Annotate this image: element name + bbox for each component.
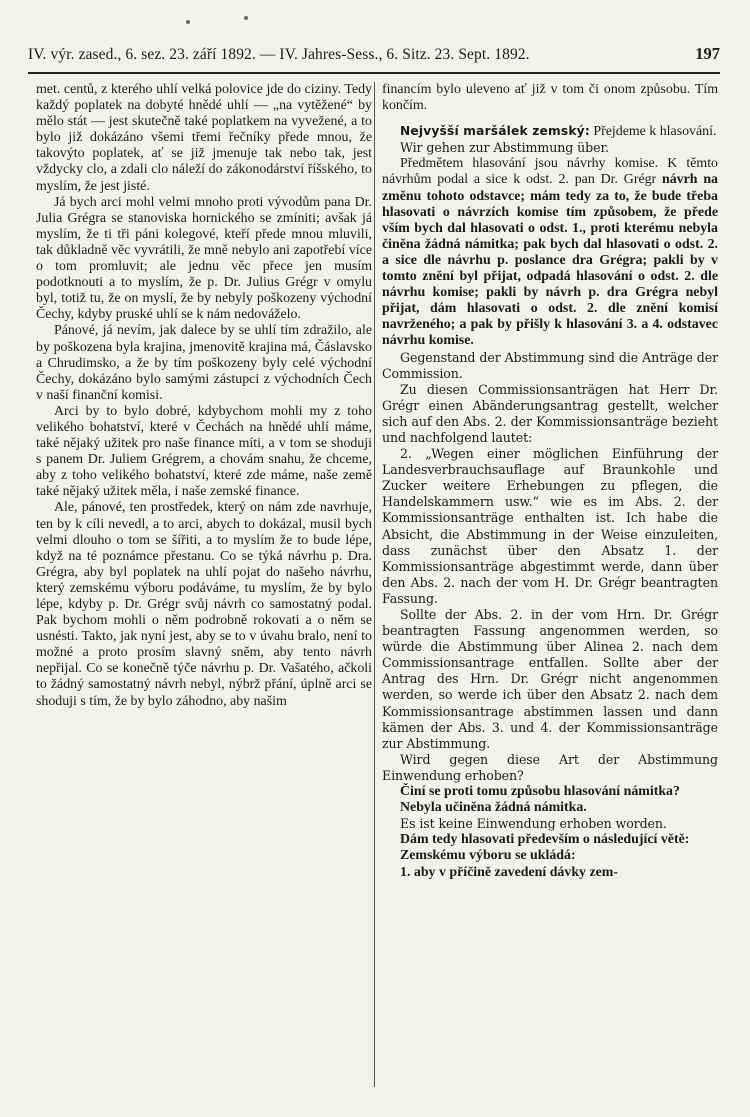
paragraph: financím bylo uleveno ať již v tom či onom způsobu. Tím končím. (382, 82, 718, 114)
paragraph: Arci by to bylo dobré, kdybychom mohli my z toho velikého bohatství, které v Čechách na hnědé uhlí máme, také nějaký užitek pro naše finance míti, a v tom se shoduji s panem Dr. Juliem Grégrem, a chovám snahu, že chceme, aby z toho velikého bohatství, které zde máme, naše země také nějaký užitek měla, i naše zemské finance. (36, 403, 372, 500)
text-run: Předmětem hlasování jsou návrhy komise. K těmto návrhům podal a sice k odst. 2. pan Dr. Grégr (382, 156, 718, 188)
german-paragraph: 2. „Wegen einer möglichen Einführung der Landesverbrauchsauflage auf Braunkohle und Zucker weitere Erhebungen zu pflegen, die Handelskammern usw.“ wie es im Abs. 2. der Kommissionsanträge enthalten ist. Ich habe die Absicht, die Abstimmung in der Weise einzuleiten, dass zunächst über den Absatz 1. der Kommissionsanträge abgestimmt werde, dann über den Abs. 2. nach der vom H. Dr. Grégr beantragten Fassung. (382, 446, 718, 606)
speaker-text: Přejdeme k hlasování. (589, 124, 717, 140)
header-rule (28, 72, 720, 74)
paragraph: Já bych arci mohl velmi mnoho proti vývodům pana Dr. Julia Grégra se stanoviska hornického se zmíniti; avšak já myslím, že ti tři páni kolegové, kteří přede mnou mluvili, tak důkladně věc vyvrátili, že mně nebylo ani zapotřebí více o tom promluvit; ale jednu věc přece jen musím podotknouti a to myslím, že p. Dr. Julius Grégr v omylu byl, totiž tu, že on myslí, že by nebyly poškozeny východní Čechy, kdyby pruské uhlí se k nám nedováželo. (36, 194, 372, 323)
speaker-paragraph (382, 123, 718, 140)
german-paragraph: Zu diesen Commissionsanträgen hat Herr Dr. Grégr einen Abänderungsantrag gestellt, welcher sich auf den Abs. 2. der Kommissionsanträge bezieht und nachfolgend lautet: (382, 381, 718, 445)
ink-speck (186, 20, 190, 24)
running-header (28, 44, 720, 68)
right-column (382, 82, 718, 881)
header-text: IV. výr. zased., 6. sez. 23. září 1892. — IV. Jahres-Sess., 6. Sitz. 23. Sept. 1892. (28, 46, 530, 63)
paragraph: Činí se proti tomu způsobu hlasování námitka? (400, 784, 680, 800)
german-paragraph: Es ist keine Einwendung erhoben worden. (400, 816, 667, 832)
page-number: 197 (695, 44, 720, 63)
german-paragraph: Sollte der Abs. 2. in der vom Hrn. Dr. Grégr beantragten Fassung angenommen werden, so würde die Abstimmung über Alinea 2. nach dem Commissionsantrage entfallen. Sollte aber der Antrag des Hrn. Dr. Grégr nicht angenommen werden, so werde ich über den Absatz 2. nach dem Kommissionsantrage abstimmen lassen und dann kämen der Abs. 3. und 4. der Kommissionsanträge zur Abstimmung. (382, 607, 718, 751)
paragraph: met. centů, z kterého uhlí velká polovice jde do ciziny. Tedy každý poplatek na dobyté hnědé uhlí — „na vytěžené“ by mělo stát — jest skutečně také poplatkem na vyvežené, a to bylo již dokázáno všemi třemi řečníky přede mnou, že takovýto poplatek, ať se již jmenuje tak nebo tak, jest vždycky clo, a zdali clo náleží do zákonodárství říšského, to myslím, že jest jisté. (36, 82, 372, 194)
german-paragraph: Wird gegen diese Art der Abstimmung Einwendung erhoben? (382, 751, 718, 783)
paragraph: Zemskému výboru se ukládá: (400, 848, 576, 864)
paragraph: Nebyla učiněna žádná námitka. (400, 800, 587, 816)
paragraph (382, 156, 718, 349)
german-paragraph: Gegenstand der Abstimmung sind die Anträge der Commission. (382, 349, 718, 381)
ink-speck (244, 16, 248, 20)
left-column (36, 82, 372, 710)
paragraph: 1. aby v příčině zavedení dávky zem- (400, 864, 618, 880)
german-paragraph: Wir gehen zur Abstimmung über. (400, 140, 609, 156)
paragraph: Pánové, já nevím, jak dalece by se uhlí tím zdražilo, ale by poškozena byla krajina, jmenovitě krajina má, Čáslavsko a Chrudimsko, a že by tím poškozeny byly celé východní Čechy, dokázáno bylo samými zástupci z východních Čech v naší finanční komisi. (36, 323, 372, 403)
paragraph: Ale, pánové, ten prostředek, který on nám zde navrhuje, ten by k cíli nevedl, a to arci, abych to dokázal, musil bych velmi dlouho o tom se šířiti, a to myslím že to bude lépe, když na té poznámce přestanu. Co se týká návrhu p. Dra. Grégra, aby byl poplatek na uhlí pojat do našeho návrhu, který zemskému výboru podáváme, tu myslím, že by bylo lépe, kdyby p. Dr. Grégr svůj návrh co samostatný podal. Pak bychom mohli o něm podrobně rokovati a o něm se usnésti. Takto, jak nyní jest, aby se to v úvahu bralo, není to možné a proto prosím slavný sněm, aby tento návrh nepřijal. Co se konečně týče návrhu p. Dr. Vašatého, ačkoli to žádný samostatný návrh nebyl, nýbrž přání, úplně arci se shoduji s tím, že by bylo záhodno, aby našim (36, 500, 372, 709)
speaker-name: Nejvyšší maršálek zemský: (400, 124, 590, 139)
paragraph: Dám tedy hlasovati především o následující větě: (400, 832, 690, 848)
column-divider (374, 82, 375, 1087)
bold-run: návrh na změnu tohoto odstavce; mám tedy za to, že bude třeba hlasovati o návrzích komise tím způsobem, že přede vším bych dal hlasovati o odst. 1., proti kterému nebyla činěna žádná námitka; pak bych dal hlasovati o odst. 2. a sice dle návrhu p. poslance dra Grégra; pakli by v tomto znění byl přijat, odpadá hlasování o odst. 2. dle návrhu komise; pakli by návrh p. dra Grégra nebyl přijat, dám hlasovati o odst. 2. dle znění komisí navrženého; a pak by přišly k hlasování 3. a 4. odstavec návrhu komise. (382, 172, 718, 349)
